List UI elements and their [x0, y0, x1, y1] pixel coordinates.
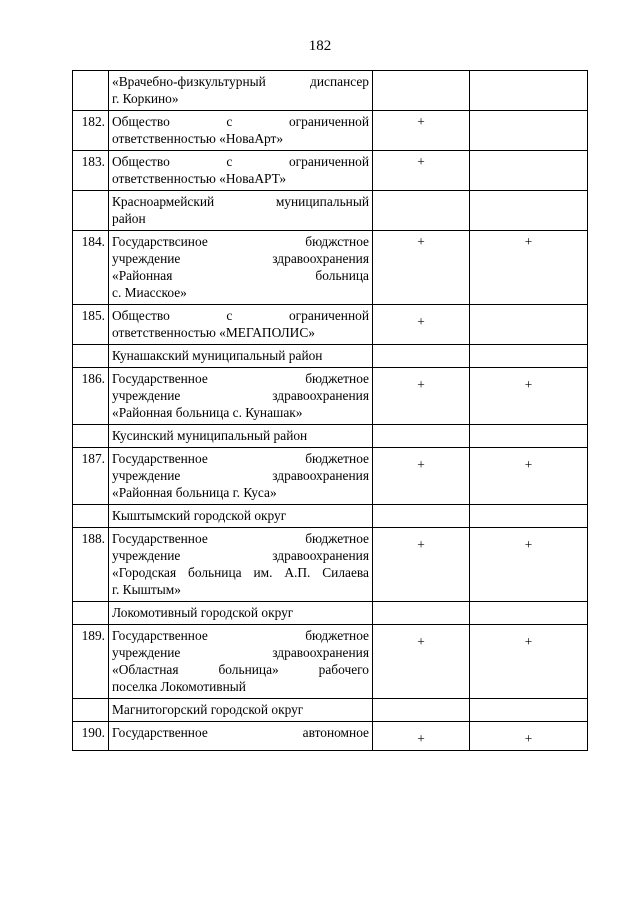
row-number [73, 71, 109, 111]
name-line: учреждение здравоохранения [112, 388, 369, 403]
row-number: 183. [73, 151, 109, 191]
mark-column-1 [373, 699, 470, 722]
table-row [73, 305, 588, 345]
mark-column-1 [373, 505, 470, 528]
name-line: район [112, 211, 146, 226]
section-header-row [73, 191, 588, 231]
organization-name [109, 625, 373, 699]
mark-column-2 [470, 71, 588, 111]
section-header-row [73, 425, 588, 448]
organization-name [109, 151, 373, 191]
name-line: г. Коркино» [112, 91, 179, 106]
table-body [73, 71, 588, 751]
name-line: «Городская больница им. А.П. Силаева [112, 565, 369, 580]
row-number [73, 191, 109, 231]
mark-column-2 [470, 602, 588, 625]
name-line: Государственное бюджетное [112, 451, 369, 466]
mark-column-2: + [470, 448, 588, 505]
name-line: «Врачебно-физкультурный диспансер [112, 74, 369, 89]
organization-name [109, 368, 373, 425]
name-line: «Районная больница с. Кунашак» [112, 405, 303, 420]
section-header-row [73, 699, 588, 722]
name-line: Общество с ограниченной [112, 308, 369, 323]
organization-name [109, 191, 373, 231]
table-row [73, 448, 588, 505]
name-line: учреждение здравоохранения [112, 251, 369, 266]
name-line: Магнитогорский городской округ [112, 702, 304, 717]
mark-column-1: + [373, 231, 470, 305]
row-number: 190. [73, 722, 109, 751]
name-line: Общество с ограниченной [112, 154, 369, 169]
table-row [73, 111, 588, 151]
mark-column-1: + [373, 111, 470, 151]
name-line: Государствсиное бюджстное [112, 234, 369, 249]
mark-column-1: + [373, 448, 470, 505]
mark-column-2: + [470, 528, 588, 602]
row-number: 184. [73, 231, 109, 305]
mark-column-1: + [373, 151, 470, 191]
name-line: Кыштымский городской округ [112, 508, 287, 523]
table-row [73, 625, 588, 699]
organization-name [109, 345, 373, 368]
mark-column-2: + [470, 625, 588, 699]
mark-column-2: + [470, 368, 588, 425]
row-number: 182. [73, 111, 109, 151]
organization-name [109, 699, 373, 722]
mark-column-1 [373, 602, 470, 625]
name-line: Кунашакский муниципальный район [112, 348, 323, 363]
name-line: Общество с ограниченной [112, 114, 369, 129]
row-number: 185. [73, 305, 109, 345]
name-line: Локомотивный городской округ [112, 605, 294, 620]
name-line: «Районная больница г. Куса» [112, 485, 277, 500]
name-line: Красноармейский муниципальный [112, 194, 369, 209]
name-line: с. Миасское» [112, 285, 187, 300]
row-number: 189. [73, 625, 109, 699]
mark-column-2 [470, 305, 588, 345]
mark-column-1: + [373, 722, 470, 751]
name-line: Кусинский муниципальный район [112, 428, 308, 443]
page-number: 182 [308, 38, 332, 54]
row-number: 186. [73, 368, 109, 425]
organization-name [109, 602, 373, 625]
mark-column-2 [470, 151, 588, 191]
organization-name [109, 448, 373, 505]
mark-column-2 [470, 699, 588, 722]
name-line: Государственное автономное [112, 725, 369, 740]
table-row [73, 151, 588, 191]
mark-column-2: + [470, 722, 588, 751]
mark-column-1: + [373, 305, 470, 345]
row-number: 187. [73, 448, 109, 505]
section-header-row [73, 71, 588, 111]
section-header-row [73, 602, 588, 625]
row-number [73, 602, 109, 625]
organization-name [109, 505, 373, 528]
mark-column-1 [373, 71, 470, 111]
name-line: учреждение здравоохранения [112, 468, 369, 483]
name-line: учреждение здравоохранения [112, 645, 369, 660]
name-line: г. Кыштым» [112, 582, 181, 597]
mark-column-1 [373, 425, 470, 448]
organization-name [109, 305, 373, 345]
name-line: «Районная больница [112, 268, 369, 283]
name-line: ответственностью «НоваАрт» [112, 131, 284, 146]
name-line: Государственное бюджетное [112, 628, 369, 643]
organization-name [109, 71, 373, 111]
mark-column-1 [373, 191, 470, 231]
table-row [73, 368, 588, 425]
name-line: ответственностью «НоваАРТ» [112, 171, 287, 186]
organization-name [109, 425, 373, 448]
mark-column-2 [470, 111, 588, 151]
organization-name [109, 111, 373, 151]
table-row [73, 722, 588, 751]
mark-column-2 [470, 191, 588, 231]
mark-column-2 [470, 345, 588, 368]
organization-name [109, 231, 373, 305]
row-number [73, 345, 109, 368]
section-header-row [73, 505, 588, 528]
row-number [73, 425, 109, 448]
mark-column-2 [470, 425, 588, 448]
name-line: Государственное бюджетное [112, 371, 369, 386]
organizations-table [72, 70, 588, 751]
table-row [73, 528, 588, 602]
mark-column-1: + [373, 368, 470, 425]
mark-column-1 [373, 345, 470, 368]
mark-column-1: + [373, 625, 470, 699]
mark-column-2: + [470, 231, 588, 305]
name-line: ответственностью «МЕГАПОЛИС» [112, 325, 315, 340]
name-line: поселка Локомотивный [112, 679, 246, 694]
row-number [73, 699, 109, 722]
table-row [73, 231, 588, 305]
organization-name [109, 722, 373, 751]
row-number: 188. [73, 528, 109, 602]
organization-name [109, 528, 373, 602]
row-number [73, 505, 109, 528]
name-line: учреждение здравоохранения [112, 548, 369, 563]
name-line: Государственное бюджетное [112, 531, 369, 546]
section-header-row [73, 345, 588, 368]
mark-column-1: + [373, 528, 470, 602]
name-line: «Областная больница» рабочего [112, 662, 369, 677]
mark-column-2 [470, 505, 588, 528]
